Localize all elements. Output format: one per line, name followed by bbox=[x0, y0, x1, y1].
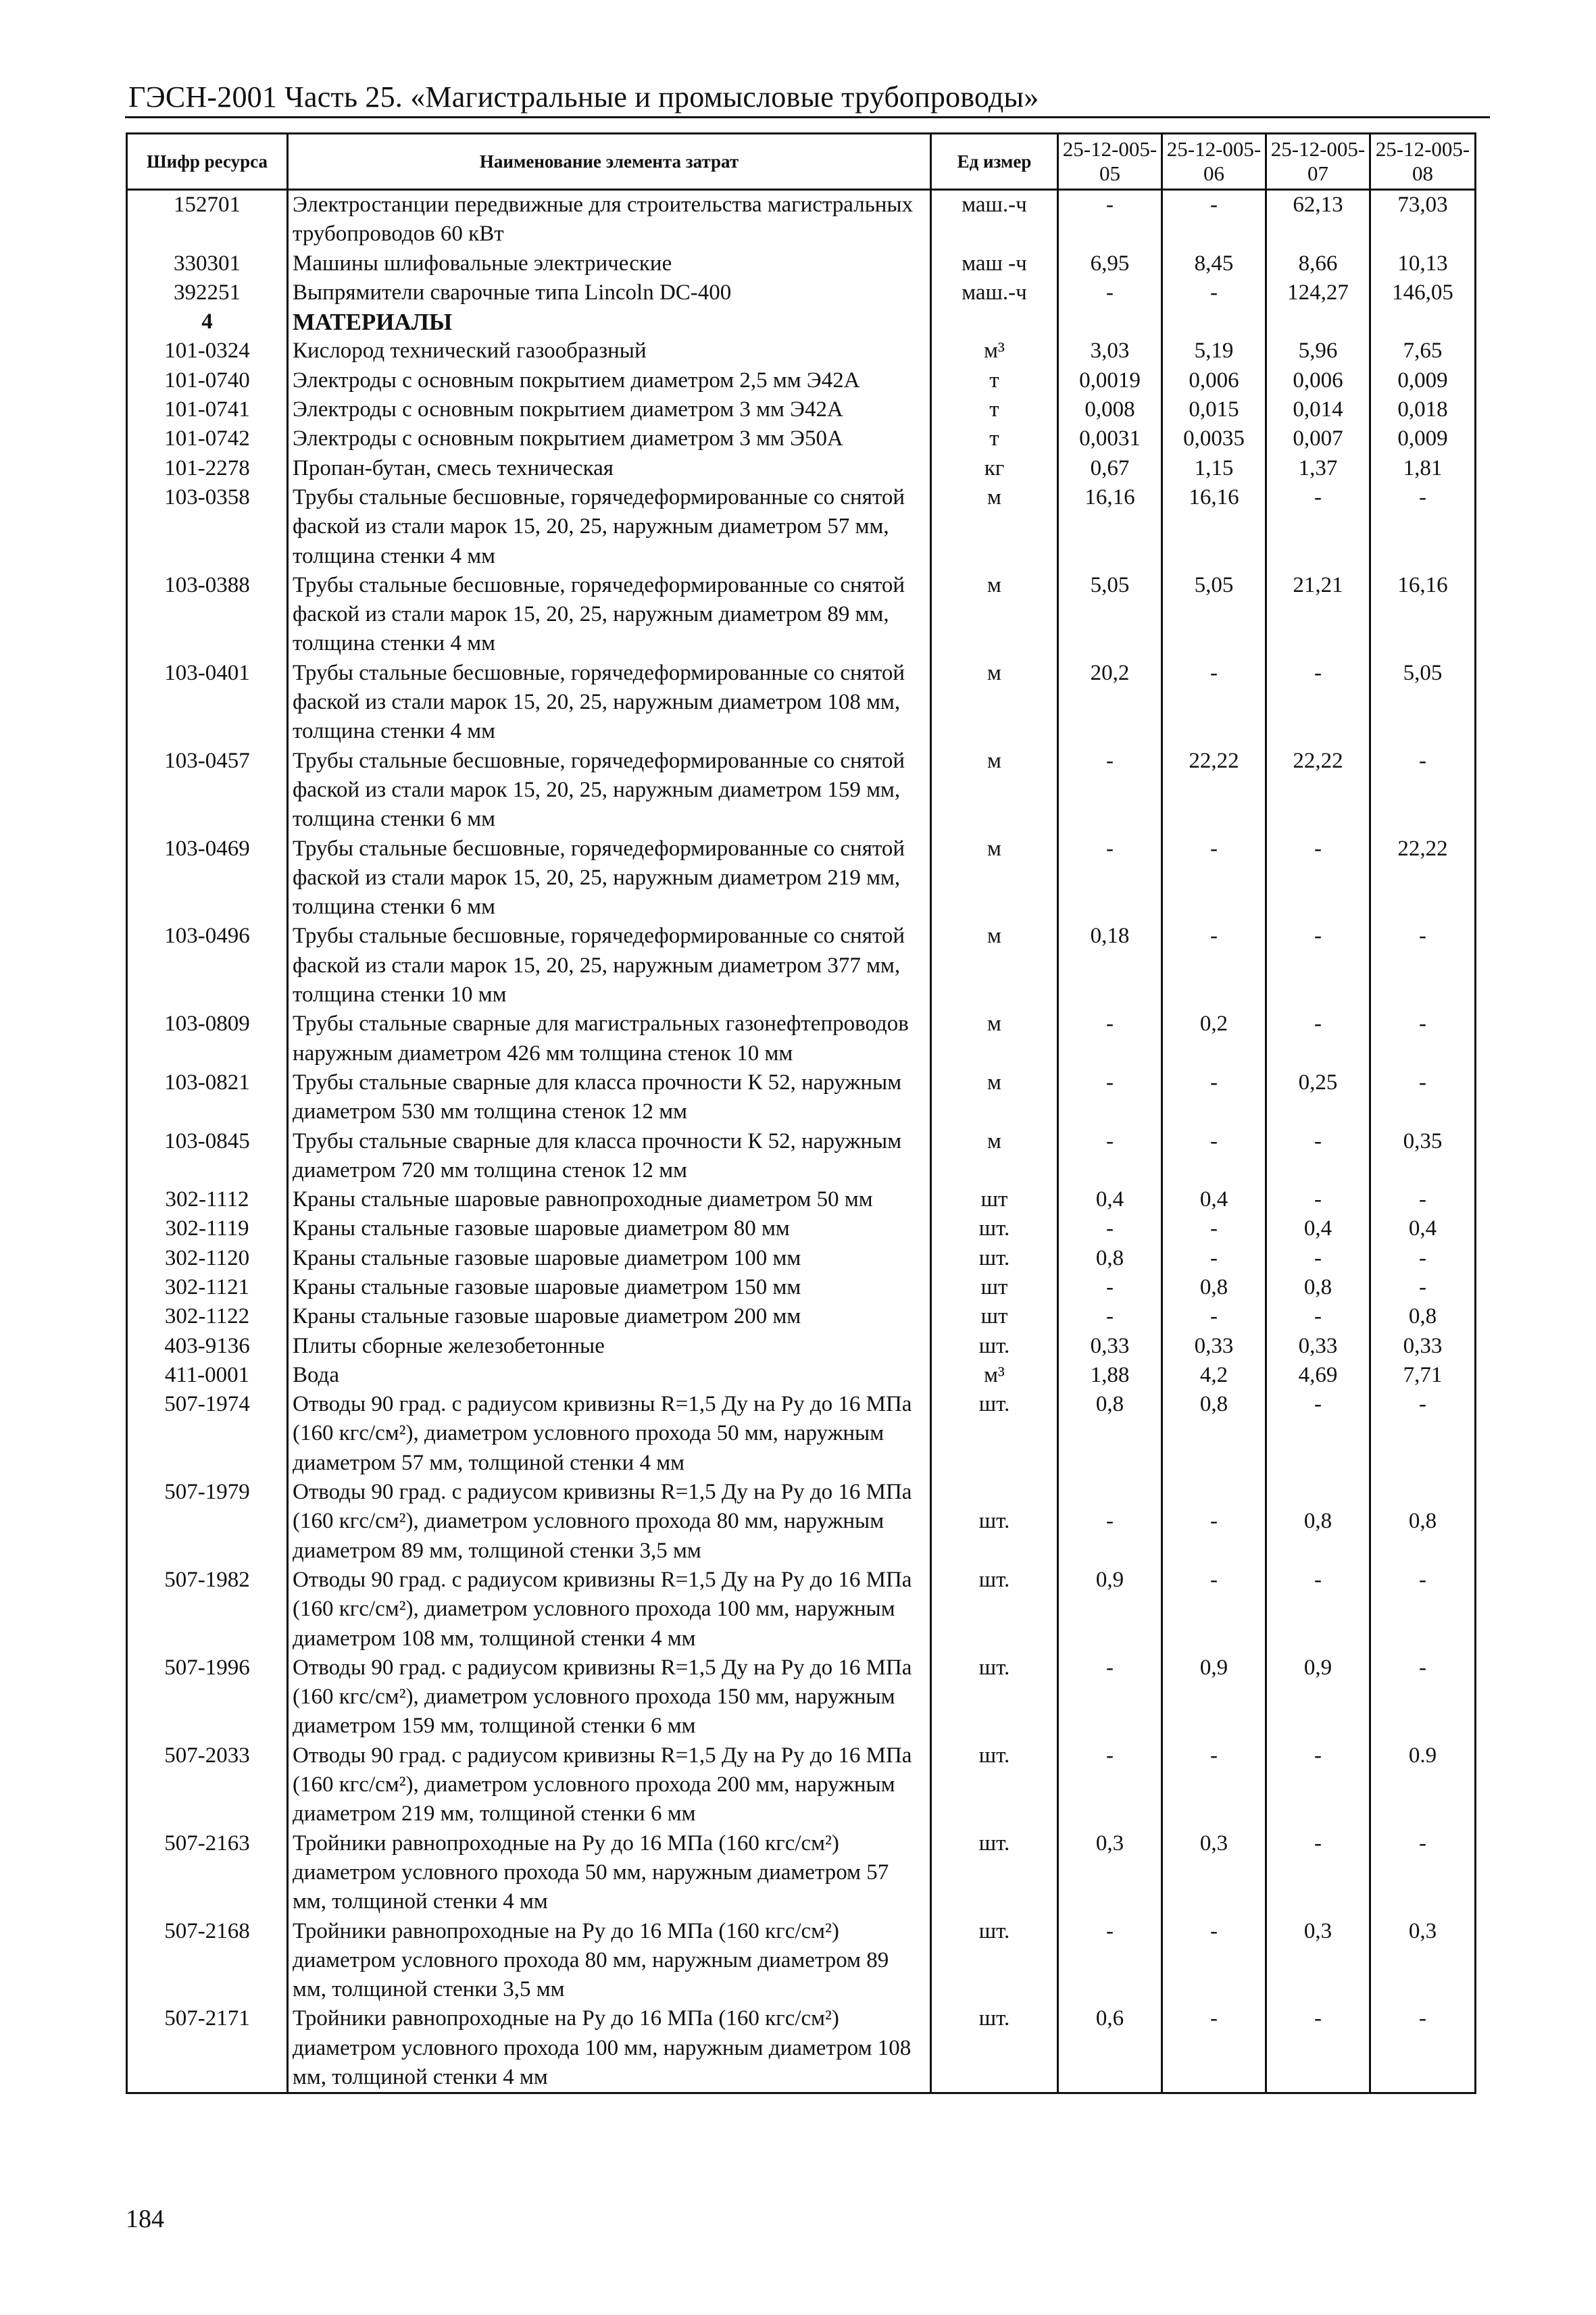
value-25-12-005-05: - bbox=[1058, 1302, 1162, 1331]
table-row bbox=[127, 1741, 1476, 1829]
resource-name: Трубы стальные сварные для класса прочности К 52, наружным диаметром 720 мм толщина стенок 12 мм bbox=[288, 1127, 931, 1186]
value-25-12-005-07: 0,007 bbox=[1266, 424, 1370, 453]
resource-code: 507-1982 bbox=[127, 1566, 288, 1653]
resource-name: Выпрямители сварочные типа Lincoln DC-400 bbox=[288, 278, 931, 307]
resource-code: 302-1112 bbox=[127, 1185, 288, 1214]
value-25-12-005-06: 8,45 bbox=[1162, 249, 1266, 278]
unit-of-measure: шт. bbox=[931, 1653, 1058, 1741]
value-25-12-005-05: - bbox=[1058, 1741, 1162, 1829]
table-header-row bbox=[127, 134, 1476, 190]
value-25-12-005-07: 5,96 bbox=[1266, 337, 1370, 366]
table-row bbox=[127, 190, 1476, 249]
resource-name: Отводы 90 град. с радиусом кривизны R=1,5 Ду на Ру до 16 МПа (160 кгс/см²), диаметром условного прохода 50 мм, наружным диаметром 57 мм, толщиной стенки 4 мм bbox=[288, 1390, 931, 1478]
value-25-12-005-06: 0,4 bbox=[1162, 1185, 1266, 1214]
unit-of-measure: м bbox=[931, 659, 1058, 747]
value-25-12-005-08: 22,22 bbox=[1370, 835, 1476, 922]
value-25-12-005-07: - bbox=[1266, 659, 1370, 747]
value-25-12-005-05 bbox=[1058, 307, 1162, 337]
value-25-12-005-08: 0,3 bbox=[1370, 1917, 1476, 2005]
value-25-12-005-08: - bbox=[1370, 483, 1476, 571]
resource-code: 103-0358 bbox=[127, 483, 288, 571]
value-25-12-005-08: - bbox=[1370, 1273, 1476, 1302]
table-row bbox=[127, 1010, 1476, 1068]
table-row bbox=[127, 1332, 1476, 1361]
resource-name: Кислород технический газообразный bbox=[288, 337, 931, 366]
value-25-12-005-08: - bbox=[1370, 747, 1476, 835]
value-25-12-005-07: - bbox=[1266, 1566, 1370, 1653]
resource-name: Электроды с основным покрытием диаметром 3 мм Э42А bbox=[288, 395, 931, 424]
value-25-12-005-07: 0,8 bbox=[1266, 1478, 1370, 1566]
table-row bbox=[127, 1127, 1476, 1186]
value-25-12-005-05: - bbox=[1058, 1917, 1162, 2005]
value-25-12-005-06: - bbox=[1162, 1741, 1266, 1829]
unit-of-measure: м³ bbox=[931, 1361, 1058, 1390]
resource-name: Отводы 90 град. с радиусом кривизны R=1,5 Ду на Ру до 16 МПа (160 кгс/см²), диаметром условного прохода 150 мм, наружным диаметром 159 мм, толщиной стенки 6 мм bbox=[288, 1653, 931, 1741]
table-row bbox=[127, 1653, 1476, 1741]
value-25-12-005-08: 0.9 bbox=[1370, 1741, 1476, 1829]
value-25-12-005-06: 5,05 bbox=[1162, 571, 1266, 659]
value-25-12-005-08: 16,16 bbox=[1370, 571, 1476, 659]
value-25-12-005-05: 0,0031 bbox=[1058, 424, 1162, 453]
value-25-12-005-06: 0,006 bbox=[1162, 366, 1266, 395]
value-25-12-005-07: 1,37 bbox=[1266, 454, 1370, 483]
value-25-12-005-07: 21,21 bbox=[1266, 571, 1370, 659]
resource-code: 302-1122 bbox=[127, 1302, 288, 1331]
value-25-12-005-08: - bbox=[1370, 1829, 1476, 1917]
resource-code: 302-1121 bbox=[127, 1273, 288, 1302]
resource-name: Электроды с основным покрытием диаметром 3 мм Э50А bbox=[288, 424, 931, 453]
unit-of-measure: кг bbox=[931, 454, 1058, 483]
value-25-12-005-05: 0,9 bbox=[1058, 1566, 1162, 1653]
resource-code: 101-0742 bbox=[127, 424, 288, 453]
table-row bbox=[127, 278, 1476, 307]
resource-code: 507-2171 bbox=[127, 2004, 288, 2093]
value-25-12-005-05: 20,2 bbox=[1058, 659, 1162, 747]
column-header-25-12-005-08: 25-12-005-08 bbox=[1370, 134, 1476, 190]
value-25-12-005-07: - bbox=[1266, 1302, 1370, 1331]
unit-of-measure: м bbox=[931, 1068, 1058, 1127]
column-header-25-12-005-05: 25-12-005-05 bbox=[1058, 134, 1162, 190]
value-25-12-005-08: 0,018 bbox=[1370, 395, 1476, 424]
table-row bbox=[127, 1244, 1476, 1273]
unit-of-measure: шт. bbox=[931, 2004, 1058, 2093]
value-25-12-005-07: 22,22 bbox=[1266, 747, 1370, 835]
resource-code: 101-2278 bbox=[127, 454, 288, 483]
value-25-12-005-07: 124,27 bbox=[1266, 278, 1370, 307]
resource-name: Электроды с основным покрытием диаметром 2,5 мм Э42А bbox=[288, 366, 931, 395]
resource-code: 507-1996 bbox=[127, 1653, 288, 1741]
resource-code: 507-1974 bbox=[127, 1390, 288, 1478]
unit-of-measure: маш.-ч bbox=[931, 278, 1058, 307]
value-25-12-005-07: - bbox=[1266, 1829, 1370, 1917]
resource-name: Тройники равнопроходные на Ру до 16 МПа (160 кгс/см²) диаметром условного прохода 80 мм, наружным диаметром 89 мм, толщиной стенки 3,5 мм bbox=[288, 1917, 931, 2005]
unit-of-measure: м bbox=[931, 1010, 1058, 1068]
value-25-12-005-07: - bbox=[1266, 2004, 1370, 2093]
resource-code: 101-0324 bbox=[127, 337, 288, 366]
table-row bbox=[127, 1214, 1476, 1243]
value-25-12-005-05: 16,16 bbox=[1058, 483, 1162, 571]
value-25-12-005-05: - bbox=[1058, 278, 1162, 307]
table-row bbox=[127, 395, 1476, 424]
value-25-12-005-05: 0,0019 bbox=[1058, 366, 1162, 395]
value-25-12-005-08: - bbox=[1370, 1244, 1476, 1273]
value-25-12-005-05: 0,18 bbox=[1058, 922, 1162, 1010]
value-25-12-005-06: - bbox=[1162, 278, 1266, 307]
value-25-12-005-07: 0,3 bbox=[1266, 1917, 1370, 2005]
unit-of-measure: т bbox=[931, 395, 1058, 424]
resource-code: 101-0741 bbox=[127, 395, 288, 424]
unit-of-measure bbox=[931, 307, 1058, 337]
value-25-12-005-05: - bbox=[1058, 1478, 1162, 1566]
value-25-12-005-06: 0,33 bbox=[1162, 1332, 1266, 1361]
value-25-12-005-05: - bbox=[1058, 190, 1162, 249]
table-row bbox=[127, 1829, 1476, 1917]
value-25-12-005-05: - bbox=[1058, 1010, 1162, 1068]
unit-of-measure: шт bbox=[931, 1302, 1058, 1331]
value-25-12-005-07: 0,014 bbox=[1266, 395, 1370, 424]
table-row bbox=[127, 1390, 1476, 1478]
value-25-12-005-05: - bbox=[1058, 1653, 1162, 1741]
resource-name: Тройники равнопроходные на Ру до 16 МПа (160 кгс/см²) диаметром условного прохода 100 мм, наружным диаметром 108 мм, толщиной стенки 4 мм bbox=[288, 2004, 931, 2093]
value-25-12-005-07: 62,13 bbox=[1266, 190, 1370, 249]
resource-name: Краны стальные газовые шаровые диаметром 100 мм bbox=[288, 1244, 931, 1273]
resource-code: 302-1120 bbox=[127, 1244, 288, 1273]
value-25-12-005-08: 0,009 bbox=[1370, 366, 1476, 395]
unit-of-measure: шт. bbox=[931, 1214, 1058, 1243]
value-25-12-005-05: 0,008 bbox=[1058, 395, 1162, 424]
value-25-12-005-05: - bbox=[1058, 747, 1162, 835]
value-25-12-005-07: 4,69 bbox=[1266, 1361, 1370, 1390]
resource-code: 103-0821 bbox=[127, 1068, 288, 1127]
resource-code: 507-1979 bbox=[127, 1478, 288, 1566]
value-25-12-005-08: - bbox=[1370, 1390, 1476, 1478]
resource-name: Трубы стальные бесшовные, горячедеформированные со снятой фаской из стали марок 15, 20, 25, наружным диаметром 219 мм, толщина стенки 6 мм bbox=[288, 835, 931, 922]
resource-name: Краны стальные газовые шаровые диаметром 200 мм bbox=[288, 1302, 931, 1331]
resource-name: МАТЕРИАЛЫ bbox=[288, 307, 931, 337]
table-row bbox=[127, 1068, 1476, 1127]
resource-name: Краны стальные газовые шаровые диаметром 80 мм bbox=[288, 1214, 931, 1243]
value-25-12-005-07: - bbox=[1266, 483, 1370, 571]
value-25-12-005-05: - bbox=[1058, 1068, 1162, 1127]
unit-of-measure: шт. bbox=[931, 1244, 1058, 1273]
resource-name: Трубы стальные бесшовные, горячедеформированные со снятой фаской из стали марок 15, 20, 25, наружным диаметром 108 мм, толщина стенки 4 мм bbox=[288, 659, 931, 747]
value-25-12-005-08: 0,8 bbox=[1370, 1478, 1476, 1566]
value-25-12-005-07: - bbox=[1266, 1127, 1370, 1186]
value-25-12-005-06: 0,0035 bbox=[1162, 424, 1266, 453]
value-25-12-005-05: 0,67 bbox=[1058, 454, 1162, 483]
value-25-12-005-08: 0,35 bbox=[1370, 1127, 1476, 1186]
value-25-12-005-08: - bbox=[1370, 922, 1476, 1010]
value-25-12-005-08: - bbox=[1370, 1566, 1476, 1653]
resource-name: Трубы стальные бесшовные, горячедеформированные со снятой фаской из стали марок 15, 20, 25, наружным диаметром 159 мм, толщина стенки 6 мм bbox=[288, 747, 931, 835]
resource-name: Плиты сборные железобетонные bbox=[288, 1332, 931, 1361]
table-row bbox=[127, 1478, 1476, 1566]
table-row bbox=[127, 454, 1476, 483]
resource-table bbox=[126, 132, 1476, 2094]
resource-name: Тройники равнопроходные на Ру до 16 МПа (160 кгс/см²) диаметром условного прохода 50 мм, наружным диаметром 57 мм, толщиной стенки 4 мм bbox=[288, 1829, 931, 1917]
table-row bbox=[127, 1185, 1476, 1214]
unit-of-measure: м bbox=[931, 835, 1058, 922]
value-25-12-005-08: 0,4 bbox=[1370, 1214, 1476, 1243]
value-25-12-005-08: 73,03 bbox=[1370, 190, 1476, 249]
table-row bbox=[127, 424, 1476, 453]
value-25-12-005-06: - bbox=[1162, 2004, 1266, 2093]
value-25-12-005-08: 0,8 bbox=[1370, 1302, 1476, 1331]
value-25-12-005-06: 0,015 bbox=[1162, 395, 1266, 424]
unit-of-measure: м³ bbox=[931, 337, 1058, 366]
value-25-12-005-06: - bbox=[1162, 1068, 1266, 1127]
value-25-12-005-06: 0,9 bbox=[1162, 1653, 1266, 1741]
page-number: 184 bbox=[126, 2205, 164, 2233]
table-body bbox=[127, 190, 1476, 2093]
resource-code: 411-0001 bbox=[127, 1361, 288, 1390]
resource-code: 103-0388 bbox=[127, 571, 288, 659]
resource-code: 103-0401 bbox=[127, 659, 288, 747]
table-row bbox=[127, 366, 1476, 395]
resource-name: Вода bbox=[288, 1361, 931, 1390]
value-25-12-005-07 bbox=[1266, 307, 1370, 337]
value-25-12-005-05: 3,03 bbox=[1058, 337, 1162, 366]
table-row bbox=[127, 571, 1476, 659]
value-25-12-005-07: 0,006 bbox=[1266, 366, 1370, 395]
value-25-12-005-05: - bbox=[1058, 1273, 1162, 1302]
value-25-12-005-06: 0,8 bbox=[1162, 1273, 1266, 1302]
value-25-12-005-08: 10,13 bbox=[1370, 249, 1476, 278]
table-row bbox=[127, 1273, 1476, 1302]
value-25-12-005-06: - bbox=[1162, 1127, 1266, 1186]
resource-name: Трубы стальные бесшовные, горячедеформированные со снятой фаской из стали марок 15, 20, 25, наружным диаметром 377 мм, толщина стенки 10 мм bbox=[288, 922, 931, 1010]
value-25-12-005-06: 1,15 bbox=[1162, 454, 1266, 483]
unit-of-measure: т bbox=[931, 366, 1058, 395]
value-25-12-005-08 bbox=[1370, 307, 1476, 337]
unit-of-measure: шт. bbox=[931, 1917, 1058, 2005]
value-25-12-005-06: 0,8 bbox=[1162, 1390, 1266, 1478]
unit-of-measure: шт. bbox=[931, 1741, 1058, 1829]
value-25-12-005-06 bbox=[1162, 307, 1266, 337]
value-25-12-005-05: 0,33 bbox=[1058, 1332, 1162, 1361]
value-25-12-005-08: - bbox=[1370, 1010, 1476, 1068]
resource-code: 302-1119 bbox=[127, 1214, 288, 1243]
table-row bbox=[127, 1361, 1476, 1390]
unit-of-measure: шт. bbox=[931, 1478, 1058, 1566]
value-25-12-005-06: 5,19 bbox=[1162, 337, 1266, 366]
unit-of-measure: маш -ч bbox=[931, 249, 1058, 278]
resource-name: Электростанции передвижные для строительства магистральных трубопроводов 60 кВт bbox=[288, 190, 931, 249]
resource-name: Краны стальные газовые шаровые диаметром 150 мм bbox=[288, 1273, 931, 1302]
unit-of-measure: м bbox=[931, 747, 1058, 835]
value-25-12-005-05: 1,88 bbox=[1058, 1361, 1162, 1390]
unit-of-measure: шт. bbox=[931, 1390, 1058, 1478]
value-25-12-005-07: 0,8 bbox=[1266, 1273, 1370, 1302]
table-row bbox=[127, 249, 1476, 278]
header-rule bbox=[125, 116, 1490, 118]
unit-of-measure: м bbox=[931, 483, 1058, 571]
resource-name: Трубы стальные бесшовные, горячедеформированные со снятой фаской из стали марок 15, 20, 25, наружным диаметром 57 мм, толщина стенки 4 мм bbox=[288, 483, 931, 571]
value-25-12-005-08: 7,71 bbox=[1370, 1361, 1476, 1390]
column-header-unit: Ед измер bbox=[931, 134, 1058, 190]
value-25-12-005-07: - bbox=[1266, 1185, 1370, 1214]
resource-code: 330301 bbox=[127, 249, 288, 278]
value-25-12-005-06: 16,16 bbox=[1162, 483, 1266, 571]
unit-of-measure: шт bbox=[931, 1185, 1058, 1214]
resource-name: Трубы стальные сварные для класса прочности К 52, наружным диаметром 530 мм толщина стенок 12 мм bbox=[288, 1068, 931, 1127]
table-row bbox=[127, 337, 1476, 366]
table-row bbox=[127, 1566, 1476, 1653]
value-25-12-005-07: 0,9 bbox=[1266, 1653, 1370, 1741]
resource-code: 392251 bbox=[127, 278, 288, 307]
resource-code: 103-0845 bbox=[127, 1127, 288, 1186]
value-25-12-005-08: 5,05 bbox=[1370, 659, 1476, 747]
value-25-12-005-07: 0,25 bbox=[1266, 1068, 1370, 1127]
resource-code: 507-2033 bbox=[127, 1741, 288, 1829]
value-25-12-005-06: 4,2 bbox=[1162, 1361, 1266, 1390]
resource-code: 101-0740 bbox=[127, 366, 288, 395]
value-25-12-005-06: 0,3 bbox=[1162, 1829, 1266, 1917]
value-25-12-005-05: - bbox=[1058, 1127, 1162, 1186]
unit-of-measure: м bbox=[931, 571, 1058, 659]
resource-code: 103-0809 bbox=[127, 1010, 288, 1068]
resource-name: Трубы стальные бесшовные, горячедеформированные со снятой фаской из стали марок 15, 20, 25, наружным диаметром 89 мм, толщина стенки 4 мм bbox=[288, 571, 931, 659]
value-25-12-005-06: 22,22 bbox=[1162, 747, 1266, 835]
value-25-12-005-07: - bbox=[1266, 1741, 1370, 1829]
table-row bbox=[127, 835, 1476, 922]
resource-name: Отводы 90 град. с радиусом кривизны R=1,5 Ду на Ру до 16 МПа (160 кгс/см²), диаметром условного прохода 100 мм, наружным диаметром 108 мм, толщиной стенки 4 мм bbox=[288, 1566, 931, 1653]
value-25-12-005-07: - bbox=[1266, 835, 1370, 922]
unit-of-measure: т bbox=[931, 424, 1058, 453]
resource-name: Трубы стальные сварные для магистральных газонефтепроводов наружным диаметром 426 мм толщина стенок 10 мм bbox=[288, 1010, 931, 1068]
value-25-12-005-06: - bbox=[1162, 1566, 1266, 1653]
value-25-12-005-06: - bbox=[1162, 1302, 1266, 1331]
value-25-12-005-06: - bbox=[1162, 659, 1266, 747]
unit-of-measure: м bbox=[931, 922, 1058, 1010]
value-25-12-005-06: - bbox=[1162, 1478, 1266, 1566]
resource-code: 103-0457 bbox=[127, 747, 288, 835]
value-25-12-005-05: 0,8 bbox=[1058, 1390, 1162, 1478]
table-row bbox=[127, 1302, 1476, 1331]
table-row bbox=[127, 659, 1476, 747]
unit-of-measure: маш.-ч bbox=[931, 190, 1058, 249]
value-25-12-005-05: 0,4 bbox=[1058, 1185, 1162, 1214]
table-row bbox=[127, 2004, 1476, 2093]
column-header-name: Наименование элемента затрат bbox=[288, 134, 931, 190]
resource-code: 403-9136 bbox=[127, 1332, 288, 1361]
value-25-12-005-05: - bbox=[1058, 1214, 1162, 1243]
unit-of-measure: шт. bbox=[931, 1829, 1058, 1917]
resource-name: Отводы 90 град. с радиусом кривизны R=1,5 Ду на Ру до 16 МПа (160 кгс/см²), диаметром условного прохода 200 мм, наружным диаметром 219 мм, толщиной стенки 6 мм bbox=[288, 1741, 931, 1829]
resource-code: 152701 bbox=[127, 190, 288, 249]
unit-of-measure: шт. bbox=[931, 1332, 1058, 1361]
page-header-title: ГЭСН-2001 Часть 25. «Магистральные и промысловые трубопроводы» bbox=[128, 80, 1039, 114]
value-25-12-005-06: - bbox=[1162, 835, 1266, 922]
resource-code: 507-2163 bbox=[127, 1829, 288, 1917]
value-25-12-005-06: - bbox=[1162, 1917, 1266, 2005]
column-header-25-12-005-07: 25-12-005-07 bbox=[1266, 134, 1370, 190]
resource-name: Краны стальные шаровые равнопроходные диаметром 50 мм bbox=[288, 1185, 931, 1214]
resource-name: Пропан-бутан, смесь техническая bbox=[288, 454, 931, 483]
value-25-12-005-07: - bbox=[1266, 922, 1370, 1010]
value-25-12-005-08: - bbox=[1370, 1185, 1476, 1214]
value-25-12-005-08: - bbox=[1370, 2004, 1476, 2093]
unit-of-measure: шт bbox=[931, 1273, 1058, 1302]
table-row bbox=[127, 922, 1476, 1010]
value-25-12-005-08: 0,33 bbox=[1370, 1332, 1476, 1361]
value-25-12-005-08: 1,81 bbox=[1370, 454, 1476, 483]
value-25-12-005-07: - bbox=[1266, 1010, 1370, 1068]
value-25-12-005-08: 0,009 bbox=[1370, 424, 1476, 453]
value-25-12-005-05: 5,05 bbox=[1058, 571, 1162, 659]
table-row bbox=[127, 1917, 1476, 2005]
unit-of-measure: м bbox=[931, 1127, 1058, 1186]
value-25-12-005-05: 6,95 bbox=[1058, 249, 1162, 278]
resource-name: Отводы 90 град. с радиусом кривизны R=1,5 Ду на Ру до 16 МПа (160 кгс/см²), диаметром условного прохода 80 мм, наружным диаметром 89 мм, толщиной стенки 3,5 мм bbox=[288, 1478, 931, 1566]
value-25-12-005-08: 7,65 bbox=[1370, 337, 1476, 366]
resource-code: 103-0469 bbox=[127, 835, 288, 922]
resource-name: Машины шлифовальные электрические bbox=[288, 249, 931, 278]
column-header-25-12-005-06: 25-12-005-06 bbox=[1162, 134, 1266, 190]
unit-of-measure: шт. bbox=[931, 1566, 1058, 1653]
value-25-12-005-08: 146,05 bbox=[1370, 278, 1476, 307]
table-row bbox=[127, 483, 1476, 571]
value-25-12-005-05: 0,3 bbox=[1058, 1829, 1162, 1917]
table-row bbox=[127, 747, 1476, 835]
value-25-12-005-05: - bbox=[1058, 835, 1162, 922]
value-25-12-005-07: 0,4 bbox=[1266, 1214, 1370, 1243]
value-25-12-005-06: - bbox=[1162, 190, 1266, 249]
value-25-12-005-05: 0,6 bbox=[1058, 2004, 1162, 2093]
value-25-12-005-08: - bbox=[1370, 1653, 1476, 1741]
value-25-12-005-06: 0,2 bbox=[1162, 1010, 1266, 1068]
resource-code: 4 bbox=[127, 307, 288, 337]
value-25-12-005-07: - bbox=[1266, 1244, 1370, 1273]
value-25-12-005-05: 0,8 bbox=[1058, 1244, 1162, 1273]
value-25-12-005-08: - bbox=[1370, 1068, 1476, 1127]
value-25-12-005-06: - bbox=[1162, 1244, 1266, 1273]
value-25-12-005-07: - bbox=[1266, 1390, 1370, 1478]
section-row bbox=[127, 307, 1476, 337]
value-25-12-005-06: - bbox=[1162, 1214, 1266, 1243]
resource-code: 103-0496 bbox=[127, 922, 288, 1010]
value-25-12-005-06: - bbox=[1162, 922, 1266, 1010]
column-header-code: Шифр ресурса bbox=[127, 134, 288, 190]
value-25-12-005-07: 0,33 bbox=[1266, 1332, 1370, 1361]
resource-code: 507-2168 bbox=[127, 1917, 288, 2005]
value-25-12-005-07: 8,66 bbox=[1266, 249, 1370, 278]
